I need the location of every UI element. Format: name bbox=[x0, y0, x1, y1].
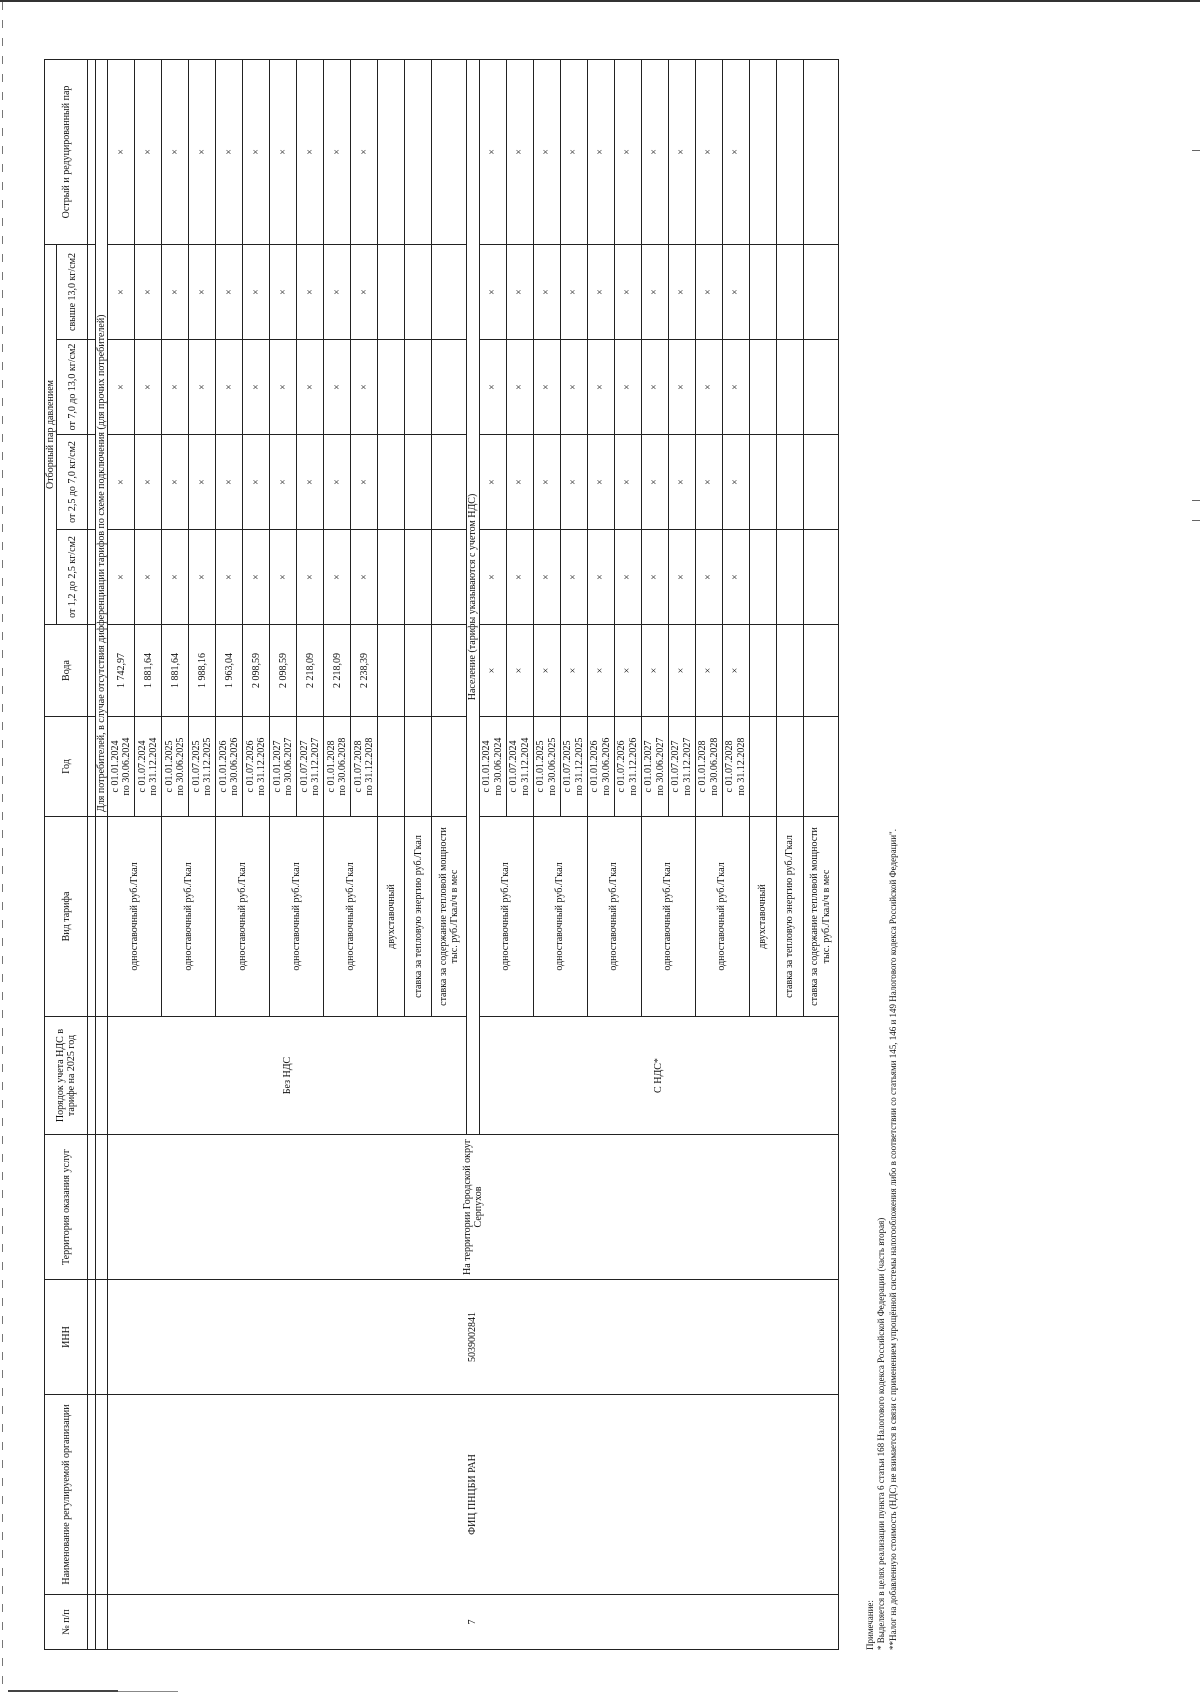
tariff-type-one-part: одноставочный руб./Гкал bbox=[641, 817, 695, 1017]
period-end: по 30.06.2026 bbox=[600, 737, 612, 796]
x-mark-cell: × bbox=[533, 244, 560, 339]
empty-cell bbox=[378, 340, 405, 435]
period-start: с 01.01.2024 bbox=[481, 740, 493, 793]
period-end: по 30.06.2025 bbox=[546, 737, 558, 796]
x-mark-cell: × bbox=[506, 59, 533, 244]
period-end: по 30.06.2024 bbox=[492, 737, 504, 796]
period-end: по 30.06.2028 bbox=[708, 737, 720, 796]
x-mark-cell: × bbox=[324, 244, 351, 339]
x-mark-cell: × bbox=[533, 59, 560, 244]
period-end: по 30.06.2027 bbox=[283, 737, 295, 796]
header-pressure-4: свыше 13,0 кг/см2 bbox=[57, 244, 88, 339]
note-1: * Выделяется в целях реализации пункта 6 статьи 168 Налогового кодекса Российской Федерации (часть вторая) bbox=[876, 1217, 887, 1650]
year-cell bbox=[324, 717, 351, 817]
period-end: по 31.12.2027 bbox=[310, 737, 322, 796]
x-mark-cell: × bbox=[216, 59, 243, 244]
x-mark-cell: × bbox=[668, 435, 695, 530]
empty-cell bbox=[803, 435, 838, 530]
period-end: по 31.12.2028 bbox=[735, 737, 747, 796]
x-mark-cell: × bbox=[162, 59, 189, 244]
tariff-type-energy-rate: ставка за тепловую энергию руб./Гкал bbox=[776, 817, 803, 1017]
x-mark-cell: × bbox=[587, 340, 614, 435]
empty-cell bbox=[432, 244, 467, 339]
empty-cell bbox=[405, 59, 432, 244]
x-mark-cell: × bbox=[533, 340, 560, 435]
x-mark-cell: × bbox=[162, 340, 189, 435]
x-mark-cell: × bbox=[108, 435, 135, 530]
section-population: Население (тарифы указываются с учетом НДС) bbox=[467, 59, 479, 1134]
x-mark-cell: × bbox=[587, 435, 614, 530]
x-mark-cell: × bbox=[135, 244, 162, 339]
period-start: с 01.01.2028 bbox=[697, 740, 709, 793]
empty-cell bbox=[776, 625, 803, 717]
water-tariff-value: 2 098,59 bbox=[243, 625, 270, 717]
organization-inn: 5039002841 bbox=[108, 1280, 838, 1395]
water-tariff-value: 1 881,64 bbox=[135, 625, 162, 717]
period-start: с 01.07.2028 bbox=[724, 740, 736, 793]
header-row bbox=[45, 59, 57, 1649]
period-end: по 30.06.2028 bbox=[337, 737, 349, 796]
x-mark-cell: × bbox=[614, 625, 641, 717]
x-mark-cell: × bbox=[243, 530, 270, 625]
year-cell bbox=[560, 717, 587, 817]
table-row bbox=[108, 59, 135, 1649]
empty-cell bbox=[378, 435, 405, 530]
x-mark-cell: × bbox=[324, 340, 351, 435]
x-mark-cell: × bbox=[324, 530, 351, 625]
x-mark-cell: × bbox=[108, 59, 135, 244]
x-mark-cell: × bbox=[243, 244, 270, 339]
organization-name: ФИЦ ПНЦБИ РАН bbox=[108, 1395, 838, 1595]
water-tariff-value: 1 881,64 bbox=[162, 625, 189, 717]
empty-cell bbox=[432, 625, 467, 717]
x-mark-cell: × bbox=[351, 435, 378, 530]
empty-cell bbox=[749, 435, 776, 530]
empty-cell bbox=[776, 340, 803, 435]
year-cell bbox=[641, 717, 668, 817]
empty-cell bbox=[378, 530, 405, 625]
header-pressure-1: от 1,2 до 2,5 кг/см2 bbox=[57, 530, 88, 625]
x-mark-cell: × bbox=[135, 530, 162, 625]
empty-cell bbox=[749, 530, 776, 625]
x-mark-cell: × bbox=[614, 244, 641, 339]
period-start: с 01.01.2026 bbox=[589, 740, 601, 793]
x-mark-cell: × bbox=[641, 435, 668, 530]
x-mark-cell: × bbox=[162, 435, 189, 530]
x-mark-cell: × bbox=[695, 530, 722, 625]
empty-cell bbox=[749, 59, 776, 244]
x-mark-cell: × bbox=[695, 435, 722, 530]
empty-cell bbox=[749, 717, 776, 817]
x-mark-cell: × bbox=[587, 530, 614, 625]
year-cell bbox=[533, 717, 560, 817]
water-tariff-value: 2 218,09 bbox=[297, 625, 324, 717]
period-end: по 30.06.2025 bbox=[175, 737, 187, 796]
empty-cell bbox=[378, 244, 405, 339]
empty-cell bbox=[405, 530, 432, 625]
period-start: с 01.07.2028 bbox=[353, 740, 365, 793]
x-mark-cell: × bbox=[243, 435, 270, 530]
x-mark-cell: × bbox=[668, 340, 695, 435]
x-mark-cell: × bbox=[668, 625, 695, 717]
x-mark-cell: × bbox=[614, 530, 641, 625]
x-mark-cell: × bbox=[108, 244, 135, 339]
x-mark-cell: × bbox=[722, 625, 749, 717]
x-mark-cell: × bbox=[162, 530, 189, 625]
empty-cell bbox=[776, 59, 803, 244]
tariff-type-one-part: одноставочный руб./Гкал bbox=[479, 817, 533, 1017]
x-mark-cell: × bbox=[560, 530, 587, 625]
x-mark-cell: × bbox=[479, 59, 506, 244]
x-mark-cell: × bbox=[108, 340, 135, 435]
scan-top-border bbox=[0, 0, 1200, 2]
period-start: с 01.07.2027 bbox=[299, 740, 311, 793]
year-cell bbox=[270, 717, 297, 817]
x-mark-cell: × bbox=[587, 625, 614, 717]
header-num: № п/п bbox=[45, 1595, 88, 1650]
rotated-page bbox=[44, 60, 1154, 1650]
empty-cell bbox=[803, 717, 838, 817]
header-selected-steam: Отборный пар давлением bbox=[45, 244, 57, 624]
period-end: по 30.06.2026 bbox=[229, 737, 241, 796]
x-mark-cell: × bbox=[135, 340, 162, 435]
year-cell bbox=[695, 717, 722, 817]
year-cell bbox=[722, 717, 749, 817]
x-mark-cell: × bbox=[722, 59, 749, 244]
tariff-table bbox=[44, 59, 839, 1650]
water-tariff-value: 2 218,09 bbox=[324, 625, 351, 717]
empty-cell bbox=[803, 59, 838, 244]
empty-cell bbox=[378, 59, 405, 244]
x-mark-cell: × bbox=[270, 530, 297, 625]
x-mark-cell: × bbox=[479, 625, 506, 717]
header-pressure-2: от 2,5 до 7,0 кг/см2 bbox=[57, 435, 88, 530]
empty-cell bbox=[776, 717, 803, 817]
tariff-type-capacity-rate: ставка за содержание тепловой мощности тыс. руб./Гкал/ч в мес bbox=[803, 817, 838, 1017]
header-vat-order: Порядок учета НДС в тарифе на 2025 год bbox=[45, 1017, 88, 1135]
x-mark-cell: × bbox=[243, 340, 270, 435]
x-mark-cell: × bbox=[270, 244, 297, 339]
header-territory: Территория оказания услуг bbox=[45, 1135, 88, 1280]
x-mark-cell: × bbox=[641, 530, 668, 625]
x-mark-cell: × bbox=[560, 625, 587, 717]
x-mark-cell: × bbox=[641, 244, 668, 339]
year-cell bbox=[351, 717, 378, 817]
period-end: по 31.12.2025 bbox=[573, 737, 585, 796]
notes-title: Примечание: bbox=[864, 1600, 875, 1650]
empty-cell bbox=[803, 340, 838, 435]
period-start: с 01.01.2027 bbox=[643, 740, 655, 793]
empty-cell bbox=[378, 717, 405, 817]
empty-cell bbox=[776, 530, 803, 625]
section-other-consumers: Для потребителей, в случае отсутствия дифференциации тарифов по схеме подключения (для прочих потребителей) bbox=[96, 59, 108, 816]
year-cell bbox=[614, 717, 641, 817]
tariff-type-one-part: одноставочный руб./Гкал bbox=[270, 817, 324, 1017]
x-mark-cell: × bbox=[135, 59, 162, 244]
tariff-type-two-part: двухставочный bbox=[749, 817, 776, 1017]
x-mark-cell: × bbox=[479, 530, 506, 625]
x-mark-cell: × bbox=[506, 530, 533, 625]
x-mark-cell: × bbox=[351, 530, 378, 625]
empty-cell bbox=[776, 244, 803, 339]
x-mark-cell: × bbox=[506, 340, 533, 435]
tariff-type-one-part: одноставочный руб./Гкал bbox=[108, 817, 162, 1017]
x-mark-cell: × bbox=[216, 435, 243, 530]
x-mark-cell: × bbox=[695, 59, 722, 244]
x-mark-cell: × bbox=[270, 59, 297, 244]
x-mark-cell: × bbox=[351, 244, 378, 339]
x-mark-cell: × bbox=[351, 59, 378, 244]
x-mark-cell: × bbox=[506, 625, 533, 717]
tariff-type-two-part: двухставочный bbox=[378, 817, 405, 1017]
period-start: с 01.01.2024 bbox=[110, 740, 122, 793]
empty-cell bbox=[803, 244, 838, 339]
empty-cell bbox=[803, 625, 838, 717]
notes-block bbox=[865, 60, 900, 1650]
scan-edge-tick bbox=[1192, 520, 1200, 521]
x-mark-cell: × bbox=[722, 244, 749, 339]
empty-cell bbox=[432, 717, 467, 817]
empty-cell bbox=[749, 625, 776, 717]
header-inn: ИНН bbox=[45, 1280, 88, 1395]
year-cell bbox=[162, 717, 189, 817]
year-cell bbox=[506, 717, 533, 817]
empty-cell bbox=[432, 435, 467, 530]
header-org-name: Наименование регулируемой организации bbox=[45, 1395, 88, 1595]
period-end: по 30.06.2024 bbox=[121, 737, 133, 796]
x-mark-cell: × bbox=[722, 340, 749, 435]
period-end: по 31.12.2028 bbox=[364, 737, 376, 796]
x-mark-cell: × bbox=[189, 59, 216, 244]
x-mark-cell: × bbox=[722, 530, 749, 625]
x-mark-cell: × bbox=[297, 435, 324, 530]
empty-cell bbox=[803, 530, 838, 625]
scan-bottom-mark bbox=[8, 1690, 118, 1692]
period-end: по 30.06.2027 bbox=[654, 737, 666, 796]
x-mark-cell: × bbox=[216, 530, 243, 625]
year-cell bbox=[668, 717, 695, 817]
period-start: с 01.07.2027 bbox=[670, 740, 682, 793]
tariff-type-one-part: одноставочный руб./Гкал bbox=[216, 817, 270, 1017]
empty-cell bbox=[405, 625, 432, 717]
x-mark-cell: × bbox=[560, 340, 587, 435]
x-mark-cell: × bbox=[270, 340, 297, 435]
year-cell bbox=[587, 717, 614, 817]
year-cell bbox=[216, 717, 243, 817]
empty-cell bbox=[405, 244, 432, 339]
empty-cell bbox=[405, 435, 432, 530]
tariff-type-one-part: одноставочный руб./Гкал bbox=[533, 817, 587, 1017]
period-start: с 01.07.2025 bbox=[562, 740, 574, 793]
x-mark-cell: × bbox=[533, 530, 560, 625]
header-year: Год bbox=[45, 717, 88, 817]
tariff-type-capacity-rate: ставка за содержание тепловой мощности тыс. руб./Гкал/ч в мес bbox=[432, 817, 467, 1017]
water-tariff-value: 1 742,97 bbox=[108, 625, 135, 717]
x-mark-cell: × bbox=[560, 59, 587, 244]
period-start: с 01.01.2026 bbox=[218, 740, 230, 793]
empty-cell bbox=[432, 59, 467, 244]
x-mark-cell: × bbox=[641, 625, 668, 717]
period-end: по 31.12.2026 bbox=[256, 737, 268, 796]
x-mark-cell: × bbox=[162, 244, 189, 339]
x-mark-cell: × bbox=[695, 625, 722, 717]
period-start: с 01.01.2025 bbox=[164, 740, 176, 793]
period-start: с 01.07.2025 bbox=[191, 740, 203, 793]
x-mark-cell: × bbox=[479, 435, 506, 530]
water-tariff-value: 2 238,39 bbox=[351, 625, 378, 717]
column-number-row bbox=[88, 59, 96, 1649]
x-mark-cell: × bbox=[587, 244, 614, 339]
x-mark-cell: × bbox=[533, 435, 560, 530]
x-mark-cell: × bbox=[243, 59, 270, 244]
period-end: по 31.12.2025 bbox=[202, 737, 214, 796]
vat-order-with-vat: С НДС* bbox=[479, 1017, 838, 1135]
tariff-type-one-part: одноставочный руб./Гкал bbox=[162, 817, 216, 1017]
period-start: с 01.07.2024 bbox=[508, 740, 520, 793]
service-territory: На территории Городской округ Серпухов bbox=[108, 1135, 838, 1280]
x-mark-cell: × bbox=[135, 435, 162, 530]
x-mark-cell: × bbox=[479, 244, 506, 339]
x-mark-cell: × bbox=[189, 435, 216, 530]
x-mark-cell: × bbox=[695, 244, 722, 339]
x-mark-cell: × bbox=[560, 435, 587, 530]
header-tariff-type: Вид тарифа bbox=[45, 817, 88, 1017]
header-sharp-steam: Острый и редуцированный пар bbox=[45, 59, 88, 244]
x-mark-cell: × bbox=[297, 340, 324, 435]
x-mark-cell: × bbox=[668, 59, 695, 244]
x-mark-cell: × bbox=[270, 435, 297, 530]
x-mark-cell: × bbox=[695, 340, 722, 435]
scan-edge-tick bbox=[1192, 500, 1200, 501]
period-end: по 31.12.2024 bbox=[148, 737, 160, 796]
period-start: с 01.01.2027 bbox=[272, 740, 284, 793]
vat-order-no-vat: Без НДС bbox=[108, 1017, 467, 1135]
x-mark-cell: × bbox=[297, 59, 324, 244]
empty-cell bbox=[378, 625, 405, 717]
empty-cell bbox=[749, 244, 776, 339]
x-mark-cell: × bbox=[108, 530, 135, 625]
period-start: с 01.01.2025 bbox=[535, 740, 547, 793]
period-start: с 01.07.2024 bbox=[137, 740, 149, 793]
empty-cell bbox=[432, 340, 467, 435]
x-mark-cell: × bbox=[533, 625, 560, 717]
tariff-type-energy-rate: ставка за тепловую энергию руб./Гкал bbox=[405, 817, 432, 1017]
x-mark-cell: × bbox=[506, 435, 533, 530]
water-tariff-value: 2 098,59 bbox=[270, 625, 297, 717]
x-mark-cell: × bbox=[641, 340, 668, 435]
header-pressure-3: от 7,0 до 13,0 кг/см2 bbox=[57, 340, 88, 435]
x-mark-cell: × bbox=[722, 435, 749, 530]
empty-cell bbox=[432, 530, 467, 625]
scan-left-edge bbox=[2, 2, 3, 1692]
empty-cell bbox=[405, 340, 432, 435]
x-mark-cell: × bbox=[614, 340, 641, 435]
x-mark-cell: × bbox=[189, 340, 216, 435]
x-mark-cell: × bbox=[479, 340, 506, 435]
scan-edge-tick bbox=[1192, 150, 1200, 151]
tariff-type-one-part: одноставочный руб./Гкал bbox=[587, 817, 641, 1017]
x-mark-cell: × bbox=[216, 340, 243, 435]
empty-cell bbox=[405, 717, 432, 817]
x-mark-cell: × bbox=[297, 244, 324, 339]
period-end: по 31.12.2026 bbox=[627, 737, 639, 796]
empty-cell bbox=[776, 435, 803, 530]
x-mark-cell: × bbox=[324, 59, 351, 244]
year-cell bbox=[189, 717, 216, 817]
tariff-type-one-part: одноставочный руб./Гкал bbox=[324, 817, 378, 1017]
year-cell bbox=[135, 717, 162, 817]
water-tariff-value: 1 963,04 bbox=[216, 625, 243, 717]
tariff-type-one-part: одноставочный руб./Гкал bbox=[695, 817, 749, 1017]
x-mark-cell: × bbox=[324, 435, 351, 530]
x-mark-cell: × bbox=[587, 59, 614, 244]
section-row-other bbox=[96, 59, 108, 1649]
x-mark-cell: × bbox=[189, 244, 216, 339]
x-mark-cell: × bbox=[506, 244, 533, 339]
scan-bottom-mark-2 bbox=[118, 1691, 178, 1692]
period-start: с 01.07.2026 bbox=[245, 740, 257, 793]
empty-cell bbox=[749, 340, 776, 435]
year-cell bbox=[297, 717, 324, 817]
period-start: с 01.01.2028 bbox=[326, 740, 338, 793]
water-tariff-value: 1 988,16 bbox=[189, 625, 216, 717]
x-mark-cell: × bbox=[297, 530, 324, 625]
header-water: Вода bbox=[45, 625, 88, 717]
x-mark-cell: × bbox=[668, 530, 695, 625]
period-end: по 31.12.2024 bbox=[519, 737, 531, 796]
x-mark-cell: × bbox=[668, 244, 695, 339]
period-end: по 31.12.2027 bbox=[681, 737, 693, 796]
year-cell bbox=[243, 717, 270, 817]
year-cell bbox=[479, 717, 506, 817]
x-mark-cell: × bbox=[560, 244, 587, 339]
row-number: 7 bbox=[108, 1595, 838, 1650]
year-cell bbox=[108, 717, 135, 817]
x-mark-cell: × bbox=[641, 59, 668, 244]
x-mark-cell: × bbox=[189, 530, 216, 625]
x-mark-cell: × bbox=[351, 340, 378, 435]
period-start: с 01.07.2026 bbox=[616, 740, 628, 793]
x-mark-cell: × bbox=[614, 435, 641, 530]
x-mark-cell: × bbox=[216, 244, 243, 339]
x-mark-cell: × bbox=[614, 59, 641, 244]
note-2: **Налог на добавленную стоимость (НДС) не взимается в связи с применением упрощённой системы налогообложения либо в соответствии со статьями 145, 146 и 149 Налогового кодекса Российской Федерации". bbox=[887, 829, 898, 1650]
